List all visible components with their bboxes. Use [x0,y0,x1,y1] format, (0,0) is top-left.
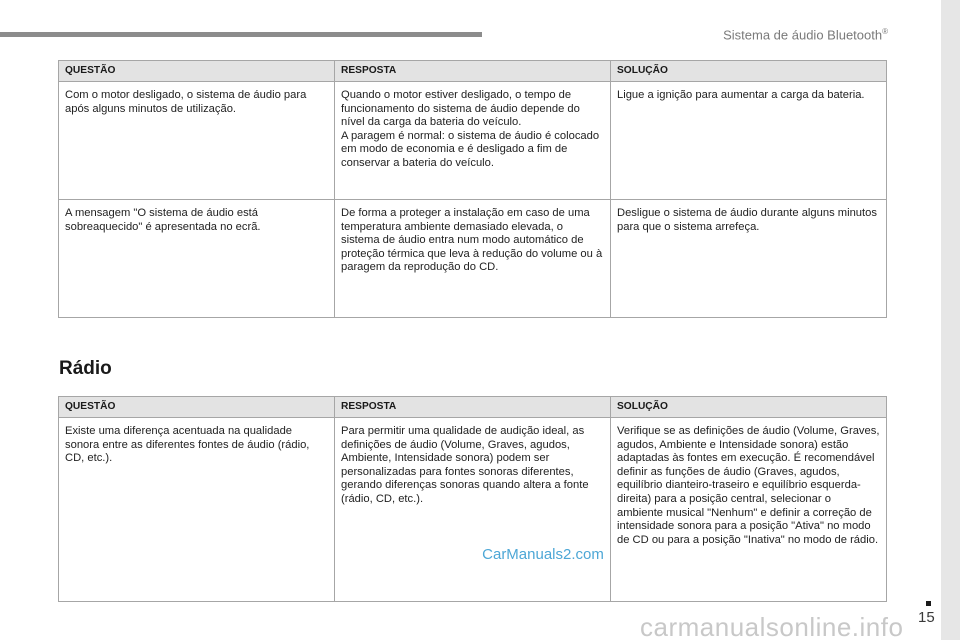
question-cell: A mensagem "O sistema de áudio está sobreaquecido" é apresentada no ecrã. [59,200,335,318]
table-header-row [59,397,887,418]
page-edge-strip [941,0,960,640]
answer-cell: Quando o motor estiver desligado, o tempo de funcionamento do sistema de áudio depende do nível da carga da bateria do veículo. A paragem é normal: o sistema de áudio é colocado em modo de economia e é desligado a fim de conservar a bateria do veículo. [335,82,611,200]
troubleshooting-table-radio [58,396,887,602]
footer-watermark: carmanualsonline.info [640,612,904,642]
table-row [59,200,887,318]
page-header-title: Sistema de áudio Bluetooth® [723,27,888,43]
column-header-question: QUESTÃO [59,61,335,82]
section-title-radio: Rádio [59,358,112,379]
column-header-solution: SOLUÇÃO [611,61,887,82]
troubleshooting-table-audio [58,60,887,318]
table-header-row [59,61,887,82]
page-number: 15 [918,609,935,626]
column-header-answer: RESPOSTA [335,61,611,82]
answer-cell: De forma a proteger a instalação em caso de uma temperatura ambiente demasiado elevada, o sistema de áudio entra num modo automático de proteção térmica que leva à redução do volume ou à paragem da reprodução do CD. [335,200,611,318]
solution-cell: Desligue o sistema de áudio durante alguns minutos para que o sistema arrefeça. [611,200,887,318]
watermark-link[interactable]: CarManuals2.com [478,540,608,568]
answer-cell: Para permitir uma qualidade de audição ideal, as definições de áudio (Volume, Graves, agudos, Ambiente, Intensidade sonora) podem ser personalizadas para fontes sonoras diferentes, gerando diferenças sonoras quando altera a fonte (rádio, CD, etc.). [335,418,611,602]
question-cell: Com o motor desligado, o sistema de áudio para após alguns minutos de utilização. [59,82,335,200]
question-cell: Existe uma diferença acentuada na qualidade sonora entre as diferentes fontes de áudio (rádio, CD, etc.). [59,418,335,602]
table-row [59,82,887,200]
header-rule [0,32,482,37]
column-header-answer: RESPOSTA [335,397,611,418]
column-header-question: QUESTÃO [59,397,335,418]
page-marker [926,601,931,606]
table-row [59,418,887,602]
solution-cell: Ligue a ignição para aumentar a carga da bateria. [611,82,887,200]
column-header-solution: SOLUÇÃO [611,397,887,418]
solution-cell: Verifique se as definições de áudio (Volume, Graves, agudos, Ambiente e Intensidade sonora) estão adaptadas às fontes em execução. É recomendável definir as funções de áudio (Graves, agudos, equilíbrio dianteiro-traseiro e equilíbrio esquerda-direita) para a posição central, selecionar o ambiente musical "Nenhum" e definir a correção de intensidade sonora para a posição "Ativa" no modo de CD ou para a posição "Inativa" no modo de rádio. [611,418,887,602]
